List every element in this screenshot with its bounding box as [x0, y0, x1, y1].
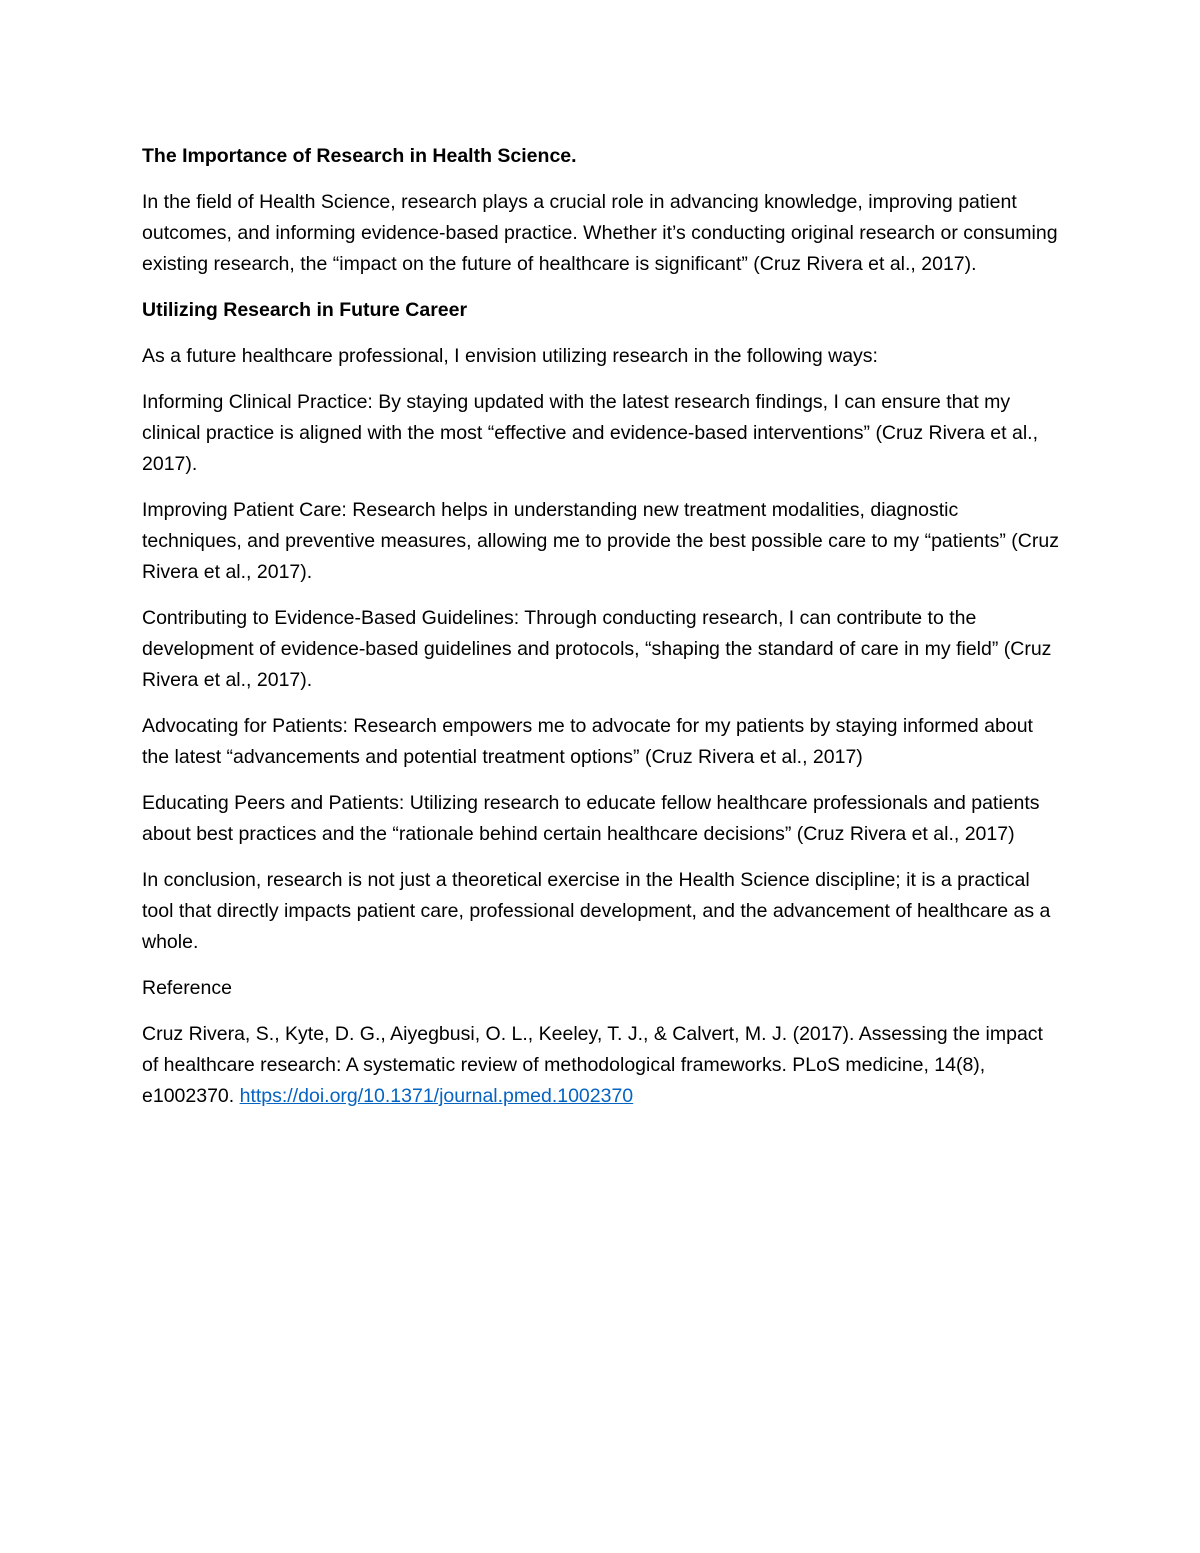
conclusion-paragraph: In conclusion, research is not just a theoretical exercise in the Health Science discipline; it is a practical tool that directly impacts patient care, professional development, and the advancement of healthcare as a whole.	[142, 869, 1051, 953]
point-improving-patient-care: Improving Patient Care: Research helps in understanding new treatment modalities, diagnostic techniques, and preventive measures, allowing me to provide the best possible care to my “patients” (Cruz Rivera et al., 2017).	[142, 499, 1059, 583]
point-contributing-guidelines: Contributing to Evidence-Based Guidelines: Through conducting research, I can contribute to the development of evidence-based guidelines and protocols, “shaping the standard of care in my field” (Cruz Rivera et al., 2017).	[142, 607, 1052, 691]
section-heading: Utilizing Research in Future Career	[142, 299, 468, 321]
point-advocating-for-patients: Advocating for Patients: Research empowers me to advocate for my patients by staying informed about the latest “advancements and potential treatment options” (Cruz Rivera et al., 2017)	[142, 715, 1033, 768]
doi-link[interactable]: https://doi.org/10.1371/journal.pmed.1002370	[239, 1085, 634, 1107]
reference-entry	[142, 1019, 1062, 1112]
document-body	[142, 141, 1062, 1127]
point-informing-clinical-practice: Informing Clinical Practice: By staying updated with the latest research findings, I can ensure that my clinical practice is aligned with the most “effective and evidence-based interventions” (Cruz Rivera et al., 2017).	[142, 391, 1038, 475]
intro-paragraph: In the field of Health Science, research plays a crucial role in advancing knowledge, improving patient outcomes, and informing evidence-based practice. Whether it’s conducting original research or consuming existing research, the “impact on the future of healthcare is significant” (Cruz Rivera et al., 2017).	[142, 191, 1058, 275]
lead-in-paragraph: As a future healthcare professional, I envision utilizing research in the following ways:	[142, 345, 878, 367]
reference-heading: Reference	[142, 977, 232, 999]
document-title: The Importance of Research in Health Science.	[142, 145, 577, 167]
reference-citation: Cruz Rivera, S., Kyte, D. G., Aiyegbusi, O. L., Keeley, T. J., & Calvert, M. J. (2017). Assessing the impact of healthcare research: A systematic review of methodological frameworks. PLoS medicine, 14(8), e1002370.	[142, 1023, 1043, 1107]
point-educating-peers: Educating Peers and Patients: Utilizing research to educate fellow healthcare professionals and patients about best practices and the “rationale behind certain healthcare decisions” (Cruz Rivera et al., 2017)	[142, 792, 1040, 845]
